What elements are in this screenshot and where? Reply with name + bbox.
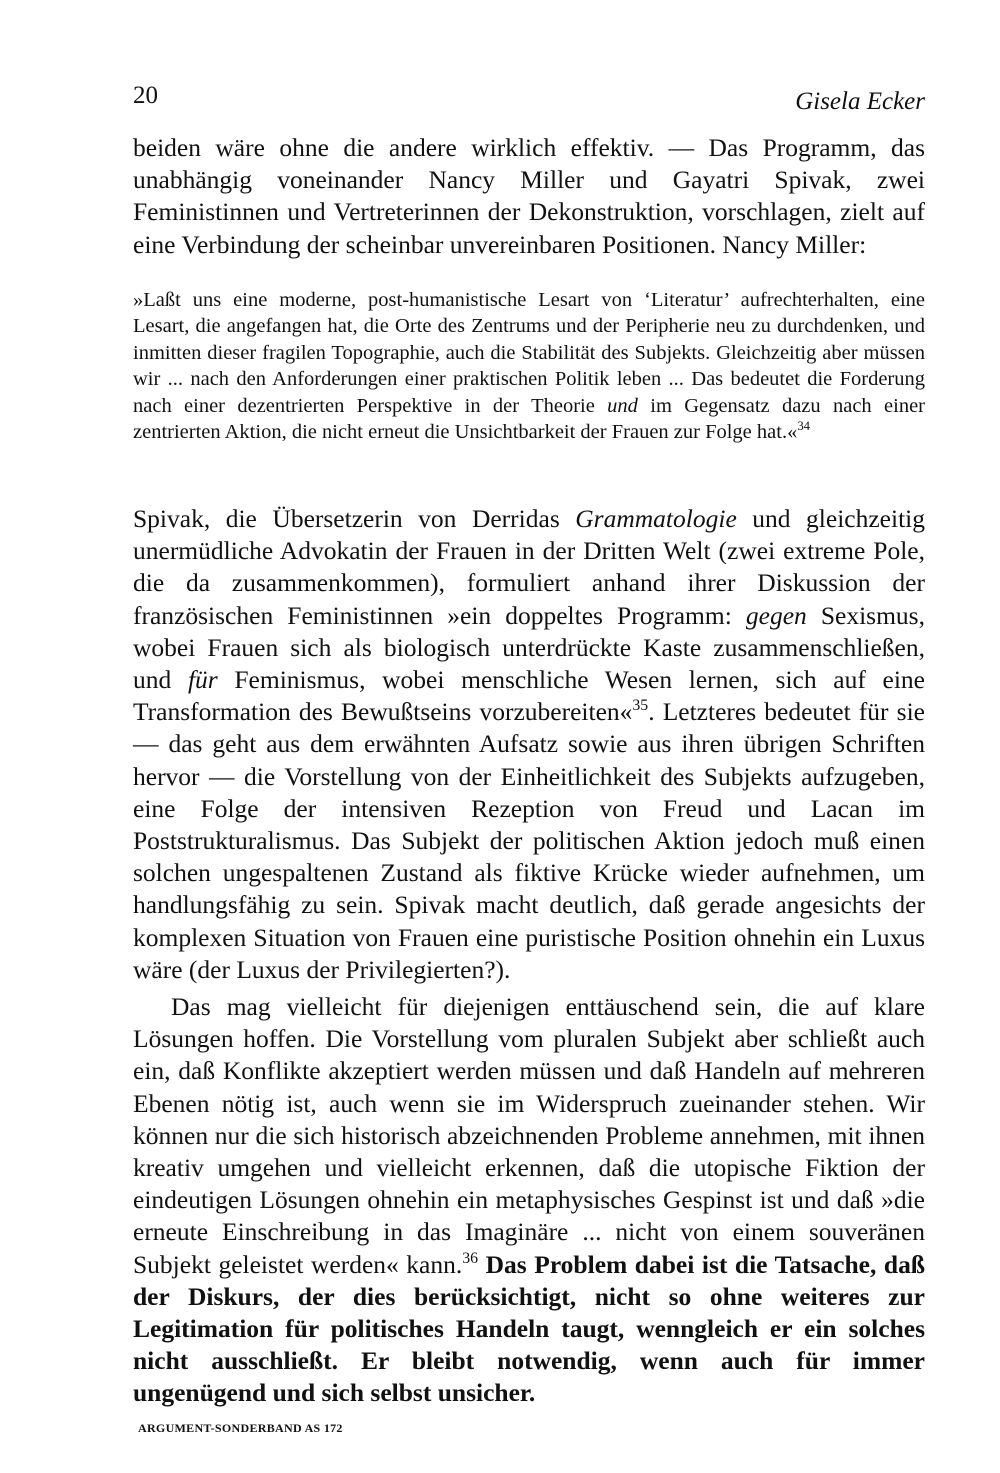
running-head (133, 82, 925, 116)
footnote-ref-34: 34 (797, 419, 811, 434)
body-paragraph-3 (133, 991, 925, 1410)
paragraph-3-part-2: Das Problem dabei ist die Tatsache, daß der Diskurs, der dies berücksichtigt, nicht so ohne weiteres zur Legitimation für politisches Handeln taugt, wenngleich er ein solches nicht ausschließt. Er bleibt notwendig, wenn auch für immer ungenügend und sich selbst unsicher. (133, 1249, 925, 1408)
emphasis-gegen: gegen (745, 600, 807, 630)
footnote-ref-35: 35 (632, 697, 649, 715)
paragraph-2-part-5: . Letzteres bedeutet für sie — das geht aus dem erwähnten Aufsatz sowie aus ihren übrigen Schriften hervor — die Vorstellung von der Einheitlichkeit des Subjekts aufzugeben, eine Folge der intensiven Rezeption von Freud und Lacan im Poststrukturalismus. Das Subjekt der politischen Aktion jedoch muß einen solchen ungespaltenen Zustand als fiktive Krücke wieder aufnehmen, um handlungsfähig zu sein. Spivak macht deutlich, daß gerade angesichts der komplexen Situation von Frauen eine puristische Position ohnehin ein Luxus wäre (der Luxus der Privilegierten?). (133, 697, 925, 984)
running-head-author: Gisela Ecker (795, 88, 925, 115)
emphasis-fuer: für (187, 665, 218, 695)
paragraph-2-part-3: Sexismus, wobei Frauen sich als biologisch unterdrückte Kaste zusammenschließen, und (133, 600, 925, 695)
body-paragraph-1: beiden wäre ohne die andere wirklich effektiv. — Das Programm, das unabhängig voneinander Nancy Miller und Gayatri Spivak, zwei Feministinnen und Vertreterinnen der Dekonstruktion, vorschlagen, zielt auf eine Verbindung der scheinbar unvereinbaren Positionen. Nancy Miller: (133, 133, 925, 259)
paragraph-2-part-4: Feminismus, wobei menschliche Wesen lernen, sich auf eine Transformation des Bewußtseins vorzubereiten« (133, 665, 926, 727)
paragraph-2-part-2: und gleichzeitig unermüdliche Advokatin der Frauen in der Dritten Welt (zwei extreme Pole, die da zusammenkommen), formuliert anhand ihrer Diskussion der französischen Feministinnen »ein doppeltes Programm: (133, 504, 925, 630)
paragraph-2-part-1: Spivak, die Übersetzerin von Derridas (133, 504, 576, 533)
paragraph-3-part-1: Das mag vielleicht für diejenigen enttäuschend sein, die auf klare Lösungen hoffen. Die Vorstellung vom pluralen Subjekt aber schließt auch ein, daß Konflikte akzeptiert werden müssen und daß Handeln auf mehreren Ebenen nötig ist, auch wenn sie im Widerspruch zueinander stehen. Wir können nur die sich historisch abzeichnenden Probleme annehmen, mit ihnen kreativ umgehen und vielleicht erkennen, daß die utopische Fiktion der eindeutigen Lösungen ohnehin ein metaphysisches Gespinst ist und daß »die erneute Einschreibung in das Imaginäre ... nicht von einem souveränen Subjekt geleistet werden« kann. (133, 992, 925, 1279)
quote-emphasis: und (607, 394, 638, 417)
series-footer: ARGUMENT-SONDERBAND AS 172 (138, 1421, 343, 1435)
block-quote-miller (133, 287, 925, 445)
page-number: 20 (133, 82, 158, 109)
book-title-grammatologie: Grammatologie (575, 504, 737, 533)
quote-text-part-2: im Gegensatz dazu nach einer zentrierten Aktion, die nicht erneut die Unsichtbarkeit der Frauen zur Folge hat.« (133, 394, 925, 444)
footnote-ref-36: 36 (462, 1249, 479, 1267)
quote-text-part-1: »Laßt uns eine moderne, post-humanistische Lesart von ‘Literatur’ aufrechterhalten, eine Lesart, die angefangen hat, die Orte des Zentrums und der Peripherie neu zu durchdenken, und inmitten dieser fragilen Topographie, auch die Stabilität des Subjekts. Gleichzeitig aber müssen wir ... nach den Anforderungen einer praktischen Politik leben ... Das bedeutet die Forderung nach einer dezentrierten Perspektive in der Theorie (133, 289, 925, 417)
body-paragraph-2 (133, 503, 925, 986)
